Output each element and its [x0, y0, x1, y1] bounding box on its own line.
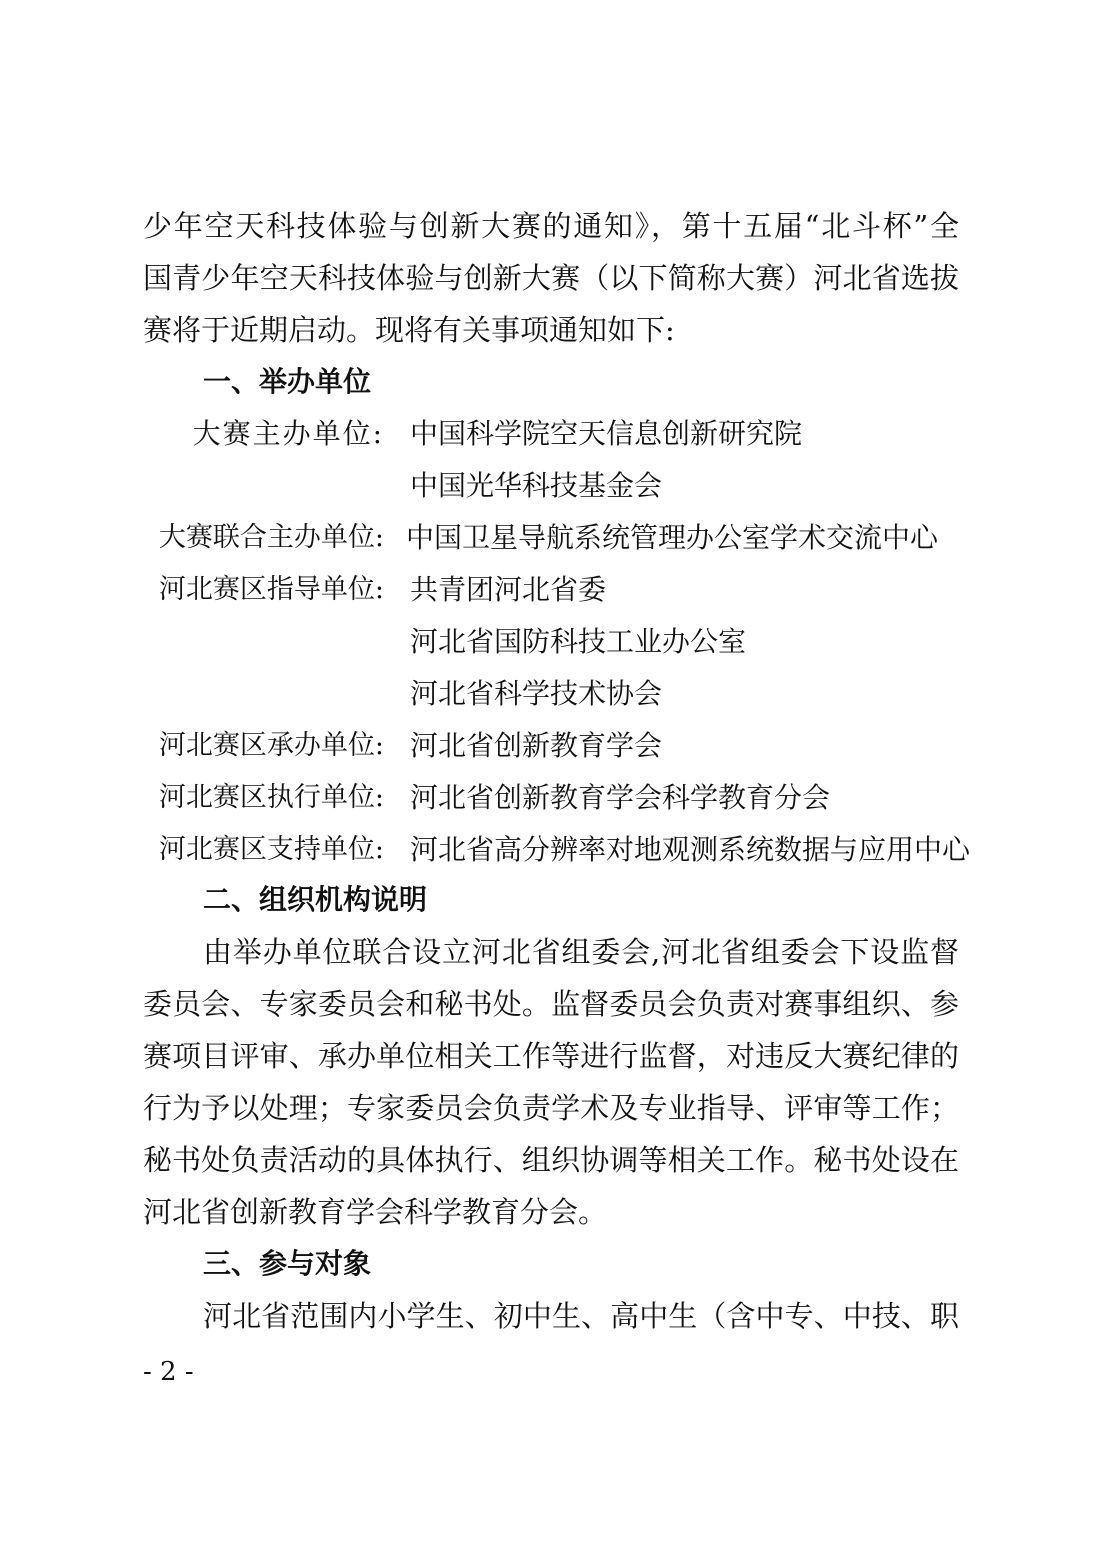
org-label-guidance: 河北赛区指导单位:	[158, 574, 384, 605]
org-value-guidance-3: 河北省科学技术协会	[410, 677, 663, 710]
org-value-undertaker-1: 河北省创新教育学会	[410, 729, 663, 762]
section2-line-4: 行为予以处理；专家委员会负责学术及专业指导、评审等工作；	[143, 1091, 959, 1125]
org-value-guidance-2: 河北省国防科技工业办公室	[410, 625, 747, 658]
page-number: - 2 -	[143, 1357, 194, 1387]
org-value-host-1: 中国科学院空天信息创新研究院	[410, 417, 803, 450]
section-heading-organizers: 一、举办单位	[203, 365, 372, 398]
org-label-host: 大赛主办单位:	[192, 417, 384, 450]
org-value-co-host-1: 中国卫星导航系统管理办公室学术交流中心	[406, 521, 939, 554]
section-heading-organization: 二、组织机构说明	[203, 883, 428, 916]
intro-line-2: 国青少年空天科技体验与创新大赛（以下简称大赛）河北省选拔	[143, 261, 959, 295]
section3-line-1: 河北省范围内小学生、初中生、高中生（含中专、中技、职	[203, 1299, 959, 1333]
intro-line-3: 赛将于近期启动。现将有关事项通知如下:	[143, 313, 675, 347]
org-label-supporter: 河北赛区支持单位:	[158, 834, 384, 865]
org-label-executor: 河北赛区执行单位:	[158, 782, 384, 813]
intro-line-1: 少年空天科技体验与创新大赛的通知》，第十五届“北斗杯”全	[143, 209, 959, 243]
section-heading-participants: 三、参与对象	[203, 1247, 372, 1280]
section2-line-2: 委员会、专家委员会和秘书处。监督委员会负责对赛事组织、参	[143, 987, 959, 1021]
org-label-undertaker: 河北赛区承办单位:	[158, 730, 384, 761]
org-value-host-2: 中国光华科技基金会	[410, 469, 663, 502]
org-value-guidance-1: 共青团河北省委	[410, 573, 607, 606]
section2-line-1: 由举办单位联合设立河北省组委会,河北省组委会下设监督	[203, 935, 959, 969]
org-label-co-host: 大赛联合主办单位:	[158, 522, 384, 553]
org-value-supporter-1: 河北省高分辨率对地观测系统数据与应用中心	[410, 833, 971, 866]
section2-line-5: 秘书处负责活动的具体执行、组织协调等相关工作。秘书处设在	[143, 1143, 959, 1177]
section2-line-3: 赛项目评审、承办单位相关工作等进行监督，对违反大赛纪律的	[143, 1039, 959, 1073]
section2-line-6: 河北省创新教育学会科学教育分会。	[143, 1195, 608, 1229]
org-value-executor-1: 河北省创新教育学会科学教育分会	[410, 781, 831, 814]
